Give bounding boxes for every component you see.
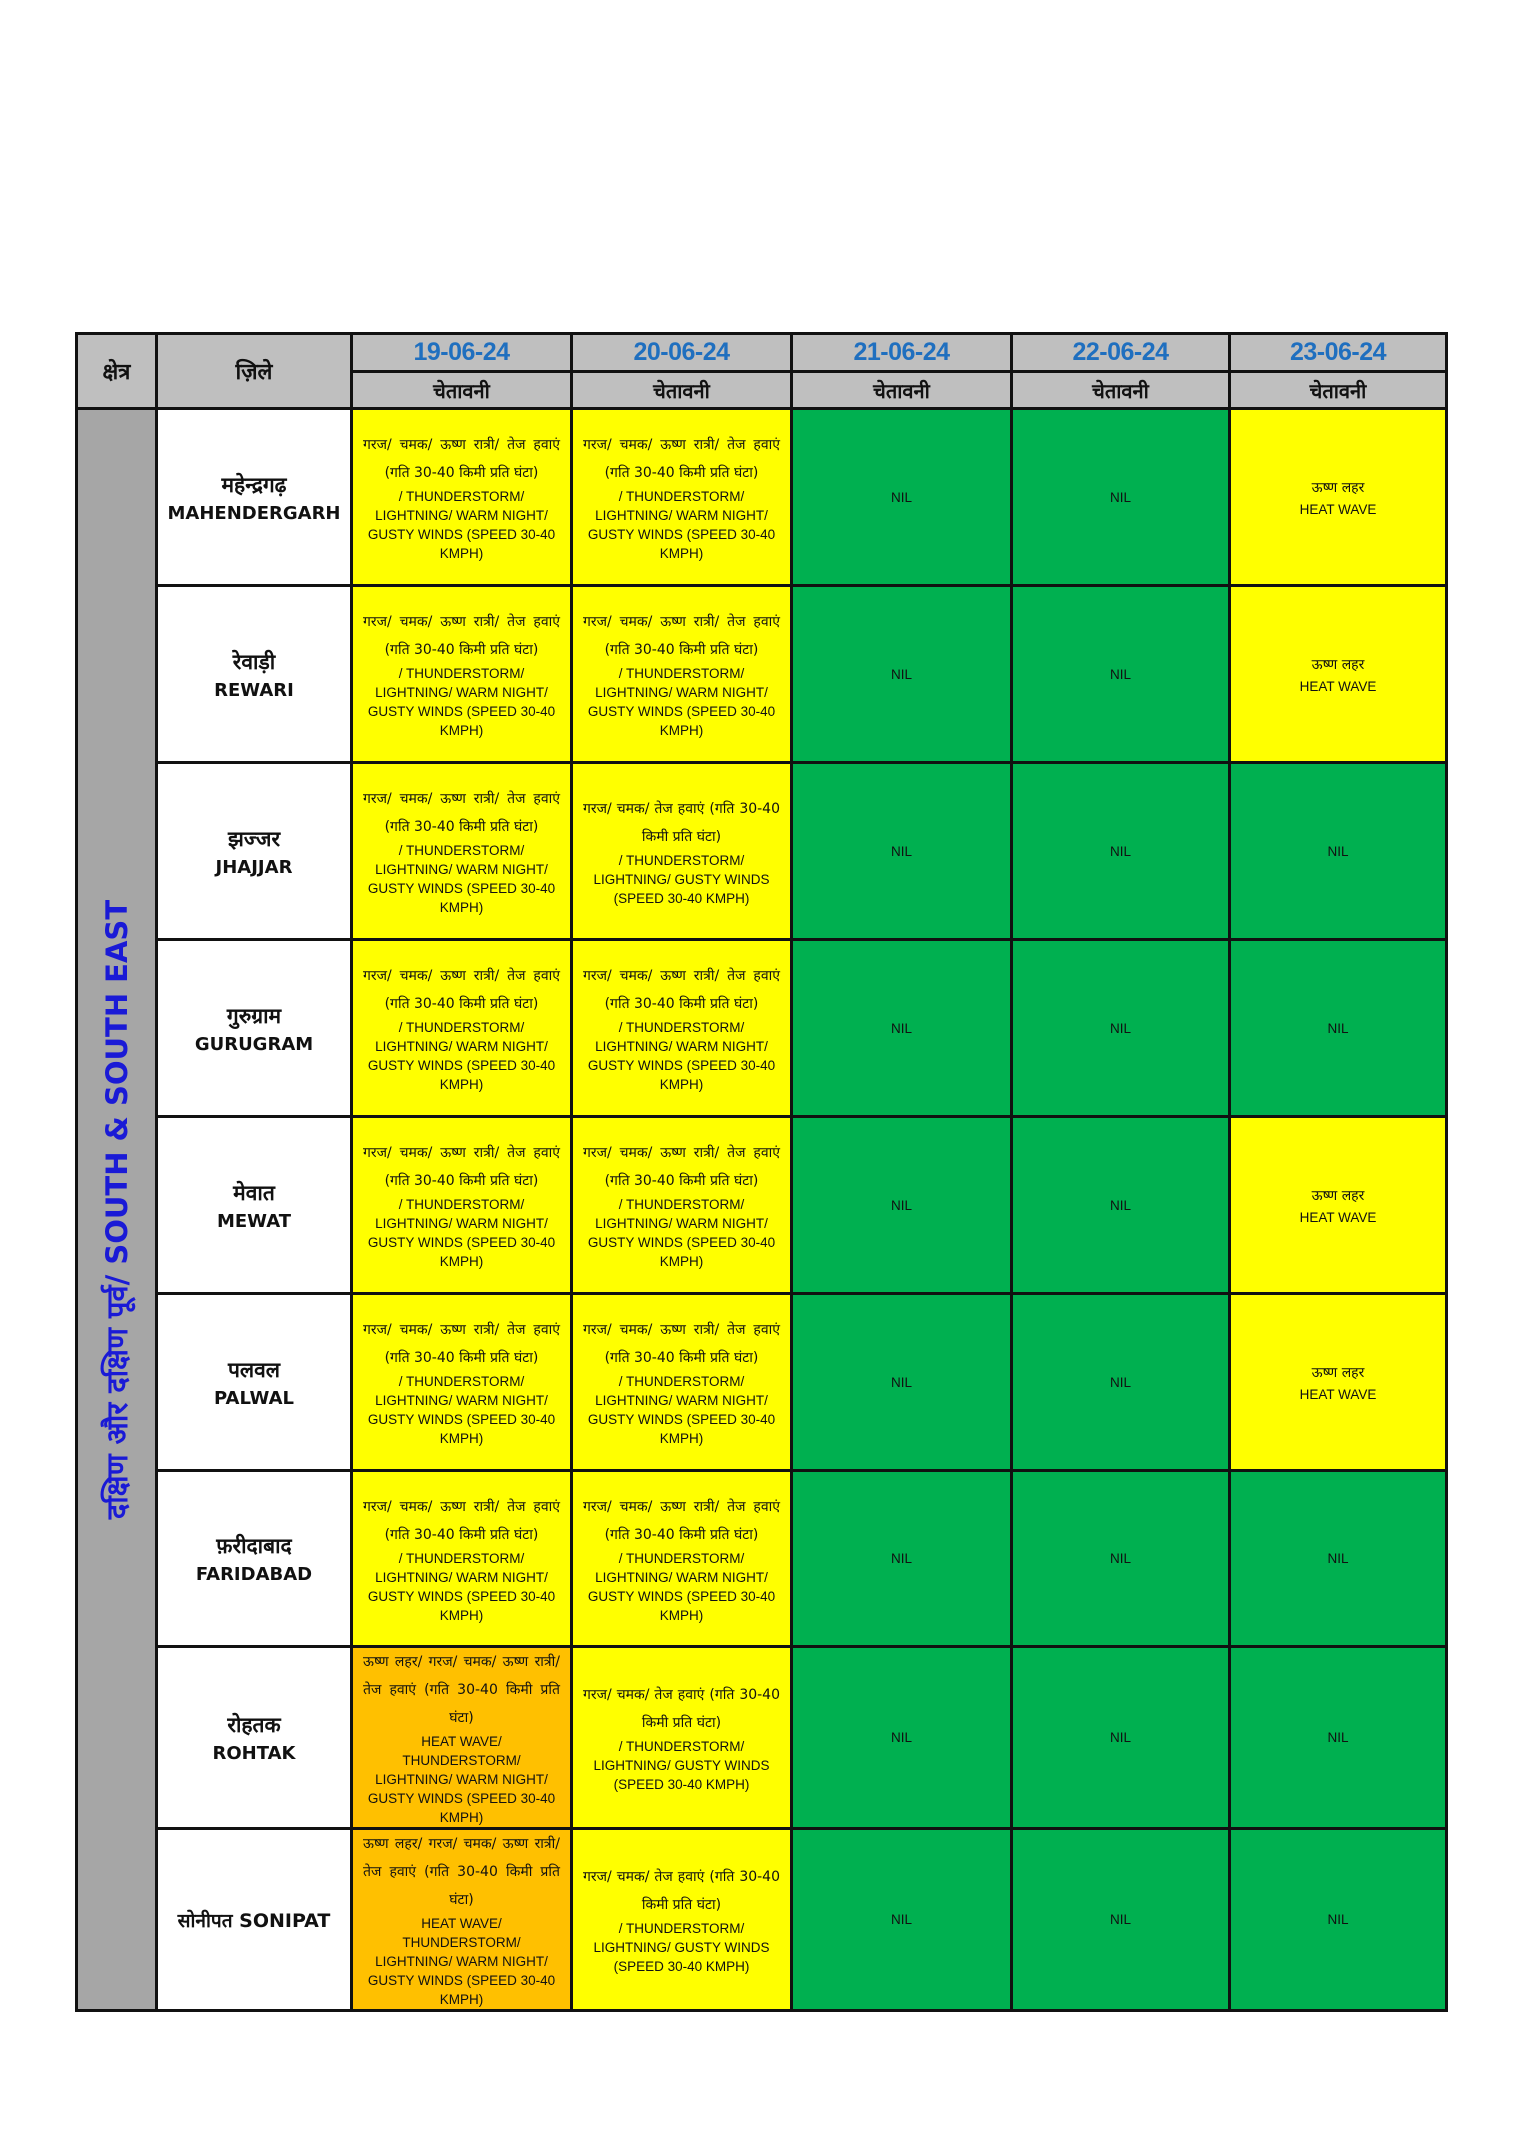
warning-text-english: / THUNDERSTORM/ LIGHTNING/ WARM NIGHT/ GUSTY WINDS (SPEED 30-40 KMPH) — [367, 843, 556, 915]
warning-cell-nil — [1012, 1117, 1230, 1294]
warning-cell — [572, 763, 792, 940]
district-name-english: MAHENDERGARH — [167, 502, 341, 524]
warning-text-english: / THUNDERSTORM/ LIGHTNING/ GUSTY WINDS (SPEED 30-40 KMPH) — [593, 1739, 770, 1792]
warning-text-english: HEAT WAVE/ THUNDERSTORM/ LIGHTNING/ WARM NIGHT/ GUSTY WINDS (SPEED 30-40 KMPH) — [367, 1734, 556, 1825]
table-row — [77, 409, 1447, 586]
warning-text-english: / THUNDERSTORM/ LIGHTNING/ WARM NIGHT/ GUSTY WINDS (SPEED 30-40 KMPH) — [587, 1020, 776, 1092]
nil-label: NIL — [890, 489, 912, 505]
warning-subheader: चेतावनी — [352, 372, 572, 409]
warning-cell-nil — [1230, 940, 1447, 1117]
warning-text-hindi: गरज/ चमक/ ऊष्ण रात्री/ तेज हवाएं (गति 30-40 किमी प्रति घंटा) — [363, 437, 560, 481]
warning-text-hindi: गरज/ चमक/ ऊष्ण रात्री/ तेज हवाएं (गति 30-40 किमी प्रति घंटा) — [363, 1145, 560, 1189]
warning-cell — [352, 409, 572, 586]
table-row — [77, 1471, 1447, 1647]
region-column-header: क्षेत्र — [77, 334, 157, 409]
nil-label: NIL — [1327, 1730, 1349, 1745]
district-name-hindi: झज्जर — [227, 826, 281, 851]
table-row — [77, 1647, 1447, 1829]
table-row — [77, 940, 1447, 1117]
nil-label: NIL — [1327, 1912, 1349, 1927]
warning-text-hindi: गरज/ चमक/ ऊष्ण रात्री/ तेज हवाएं (गति 30-40 किमी प्रति घंटा) — [583, 1145, 780, 1189]
warning-cell — [352, 763, 572, 940]
warning-text-hindi: गरज/ चमक/ ऊष्ण रात्री/ तेज हवाएं (गति 30-40 किमी प्रति घंटा) — [583, 437, 780, 481]
warning-cell-nil — [792, 940, 1012, 1117]
district-name-english: JHAJJAR — [215, 856, 293, 878]
table-row — [77, 1117, 1447, 1294]
warning-text-english: / THUNDERSTORM/ LIGHTNING/ WARM NIGHT/ GUSTY WINDS (SPEED 30-40 KMPH) — [367, 489, 556, 561]
nil-label: NIL — [1327, 1020, 1349, 1036]
warning-cell — [572, 940, 792, 1117]
warning-text-english: / THUNDERSTORM/ LIGHTNING/ GUSTY WINDS (SPEED 30-40 KMPH) — [593, 852, 770, 906]
warning-text-english: / THUNDERSTORM/ LIGHTNING/ WARM NIGHT/ GUSTY WINDS (SPEED 30-40 KMPH) — [367, 666, 556, 738]
nil-label: NIL — [1109, 1197, 1131, 1213]
warning-cell-nil — [792, 1117, 1012, 1294]
warning-cell — [352, 586, 572, 763]
warning-text-english: HEAT WAVE — [1299, 678, 1377, 694]
nil-label: NIL — [890, 1912, 912, 1927]
warning-text-hindi: ऊष्ण लहर — [1311, 479, 1365, 496]
date-header: 23-06-24 — [1230, 334, 1447, 372]
warning-cell-nil — [1230, 1647, 1447, 1829]
nil-label: NIL — [890, 666, 912, 682]
nil-label: NIL — [1109, 1020, 1131, 1036]
warning-text-english: / THUNDERSTORM/ LIGHTNING/ GUSTY WINDS (SPEED 30-40 KMPH) — [593, 1921, 770, 1974]
warning-cell — [352, 940, 572, 1117]
warning-cell — [572, 1294, 792, 1471]
warning-cell-nil — [792, 1647, 1012, 1829]
warning-cell-nil — [1012, 409, 1230, 586]
warning-text-english: / THUNDERSTORM/ LIGHTNING/ WARM NIGHT/ GUSTY WINDS (SPEED 30-40 KMPH) — [367, 1197, 556, 1269]
nil-label: NIL — [890, 843, 912, 859]
district-cell — [157, 1829, 352, 2011]
header-row-dates — [77, 334, 1447, 372]
warning-cell — [572, 1471, 792, 1647]
warning-text-hindi: गरज/ चमक/ ऊष्ण रात्री/ तेज हवाएं (गति 30-40 किमी प्रति घंटा) — [583, 614, 780, 658]
warning-text-hindi: गरज/ चमक/ ऊष्ण रात्री/ तेज हवाएं (गति 30-40 किमी प्रति घंटा) — [583, 968, 780, 1012]
nil-label: NIL — [890, 1020, 912, 1036]
date-header: 20-06-24 — [572, 334, 792, 372]
district-name-english: ROHTAK — [212, 1743, 296, 1764]
warning-text-english: HEAT WAVE — [1299, 1209, 1377, 1225]
warning-text-english: / THUNDERSTORM/ LIGHTNING/ WARM NIGHT/ GUSTY WINDS (SPEED 30-40 KMPH) — [587, 666, 776, 738]
warning-cell-nil — [1230, 763, 1447, 940]
warning-text-hindi: ऊष्ण लहर — [1311, 1187, 1365, 1204]
warning-subheader: चेतावनी — [572, 372, 792, 409]
warning-cell — [572, 1829, 792, 2011]
warning-cell-nil — [792, 409, 1012, 586]
warning-text-hindi: गरज/ चमक/ तेज हवाएं (गति 30-40 किमी प्रति घंटा) — [583, 800, 780, 845]
nil-label: NIL — [1109, 1730, 1131, 1745]
region-label-wrapper — [78, 899, 155, 1520]
warning-text-hindi: ऊष्ण लहर/ गरज/ चमक/ ऊष्ण रात्री/ तेज हवाएं (गति 30-40 किमी प्रति घंटा) — [363, 1654, 560, 1726]
district-name-hindi: फ़रीदाबाद — [216, 1534, 292, 1558]
warning-text-hindi: ऊष्ण लहर/ गरज/ चमक/ ऊष्ण रात्री/ तेज हवाएं (गति 30-40 किमी प्रति घंटा) — [363, 1836, 560, 1908]
warning-cell — [352, 1294, 572, 1471]
district-cell — [157, 763, 352, 940]
warning-text-english: / THUNDERSTORM/ LIGHTNING/ WARM NIGHT/ GUSTY WINDS (SPEED 30-40 KMPH) — [587, 1374, 776, 1446]
warning-text-english: / THUNDERSTORM/ LIGHTNING/ WARM NIGHT/ GUSTY WINDS (SPEED 30-40 KMPH) — [367, 1374, 556, 1446]
warning-cell-nil — [1012, 1647, 1230, 1829]
nil-label: NIL — [890, 1551, 912, 1566]
nil-label: NIL — [890, 1374, 912, 1390]
warning-text-hindi: गरज/ चमक/ ऊष्ण रात्री/ तेज हवाएं (गति 30-40 किमी प्रति घंटा) — [583, 1322, 780, 1366]
district-warning-table — [75, 332, 1448, 2012]
warning-cell — [352, 1117, 572, 1294]
warning-cell-nil — [1230, 1829, 1447, 2011]
nil-label: NIL — [1109, 666, 1131, 682]
district-name-hindi: पलवल — [227, 1357, 281, 1382]
district-name: सोनीपत SONIPAT — [177, 1909, 331, 1932]
warning-cell — [572, 409, 792, 586]
table-body — [77, 409, 1447, 2011]
warning-cell — [1230, 409, 1447, 586]
table-row — [77, 1294, 1447, 1471]
warning-text-hindi: गरज/ चमक/ ऊष्ण रात्री/ तेज हवाएं (गति 30-40 किमी प्रति घंटा) — [363, 968, 560, 1012]
warning-cell — [1230, 1294, 1447, 1471]
region-cell — [77, 409, 157, 2011]
district-name-english: MEWAT — [216, 1210, 292, 1232]
district-column-header: ज़िले — [157, 334, 352, 409]
warning-cell-nil — [1012, 1829, 1230, 2011]
nil-label: NIL — [1109, 1551, 1131, 1566]
warning-text-hindi: गरज/ चमक/ ऊष्ण रात्री/ तेज हवाएं (गति 30-40 किमी प्रति घंटा) — [363, 1322, 560, 1366]
warning-subheader: चेतावनी — [1230, 372, 1447, 409]
district-cell — [157, 1647, 352, 1829]
warning-cell-nil — [792, 1829, 1012, 2011]
district-name-english: PALWAL — [214, 1387, 294, 1409]
nil-label: NIL — [1327, 843, 1349, 859]
warning-text-hindi: गरज/ चमक/ तेज हवाएं (गति 30-40 किमी प्रति घंटा) — [583, 1687, 780, 1731]
warning-cell — [352, 1471, 572, 1647]
warning-cell — [1230, 1117, 1447, 1294]
warning-cell-nil — [792, 1294, 1012, 1471]
district-name-english: GURUGRAM — [194, 1033, 314, 1055]
warning-cell — [572, 1117, 792, 1294]
district-cell — [157, 1117, 352, 1294]
warning-cell-nil — [1012, 586, 1230, 763]
warning-cell-nil — [792, 586, 1012, 763]
warning-cell-nil — [1012, 1471, 1230, 1647]
nil-label: NIL — [1109, 1912, 1131, 1927]
district-name-hindi: रोहतक — [227, 1713, 281, 1737]
district-cell — [157, 1471, 352, 1647]
warning-text-hindi: गरज/ चमक/ ऊष्ण रात्री/ तेज हवाएं (गति 30-40 किमी प्रति घंटा) — [363, 1498, 560, 1543]
table-row — [77, 1829, 1447, 2011]
warning-cell — [352, 1829, 572, 2011]
warning-cell-nil — [1012, 940, 1230, 1117]
warning-text-hindi: गरज/ चमक/ तेज हवाएं (गति 30-40 किमी प्रति घंटा) — [583, 1869, 780, 1913]
warning-cell — [1230, 586, 1447, 763]
nil-label: NIL — [1109, 843, 1131, 859]
warning-text-hindi: गरज/ चमक/ ऊष्ण रात्री/ तेज हवाएं (गति 30-40 किमी प्रति घंटा) — [583, 1498, 780, 1543]
warning-cell-nil — [792, 763, 1012, 940]
warning-text-english: / THUNDERSTORM/ LIGHTNING/ WARM NIGHT/ GUSTY WINDS (SPEED 30-40 KMPH) — [367, 1550, 556, 1623]
date-header: 19-06-24 — [352, 334, 572, 372]
district-cell — [157, 940, 352, 1117]
warning-text-english: HEAT WAVE/ THUNDERSTORM/ LIGHTNING/ WARM NIGHT/ GUSTY WINDS (SPEED 30-40 KMPH) — [367, 1916, 556, 2007]
district-name-hindi: महेन्द्रगढ़ — [221, 472, 287, 497]
warning-cell-nil — [792, 1471, 1012, 1647]
region-label: दक्षिण और दक्षिण पूर्व/ SOUTH & SOUTH EAST — [100, 899, 135, 1520]
warning-text-english: / THUNDERSTORM/ LIGHTNING/ WARM NIGHT/ GUSTY WINDS (SPEED 30-40 KMPH) — [367, 1020, 556, 1092]
warning-cell-nil — [1230, 1471, 1447, 1647]
district-name-hindi: मेवात — [233, 1180, 275, 1205]
warning-text-english: / THUNDERSTORM/ LIGHTNING/ WARM NIGHT/ GUSTY WINDS (SPEED 30-40 KMPH) — [587, 1550, 776, 1623]
district-name-english: FARIDABAD — [195, 1564, 313, 1585]
warning-cell — [572, 1647, 792, 1829]
nil-label: NIL — [890, 1197, 912, 1213]
district-cell — [157, 586, 352, 763]
warning-text-hindi: ऊष्ण लहर — [1311, 1364, 1365, 1381]
table-row — [77, 763, 1447, 940]
warning-text-english: HEAT WAVE — [1299, 1386, 1377, 1402]
nil-label: NIL — [1109, 1374, 1131, 1390]
district-cell — [157, 409, 352, 586]
warning-cell — [352, 1647, 572, 1829]
warning-text-english: / THUNDERSTORM/ LIGHTNING/ WARM NIGHT/ GUSTY WINDS (SPEED 30-40 KMPH) — [587, 1197, 776, 1269]
date-header: 21-06-24 — [792, 334, 1012, 372]
district-name-hindi: गुरुग्राम — [226, 1003, 282, 1028]
table-row — [77, 586, 1447, 763]
warning-subheader: चेतावनी — [1012, 372, 1230, 409]
district-name-english: REWARI — [214, 679, 294, 701]
nil-label: NIL — [1327, 1551, 1349, 1566]
warning-cell — [572, 586, 792, 763]
nil-label: NIL — [890, 1730, 912, 1745]
nil-label: NIL — [1109, 489, 1131, 505]
warning-text-hindi: ऊष्ण लहर — [1311, 656, 1365, 673]
district-name-hindi: रेवाड़ी — [232, 649, 276, 674]
warning-text-english: / THUNDERSTORM/ LIGHTNING/ WARM NIGHT/ GUSTY WINDS (SPEED 30-40 KMPH) — [587, 489, 776, 561]
warning-cell-nil — [1012, 763, 1230, 940]
warning-text-english: HEAT WAVE — [1299, 501, 1377, 517]
warning-text-hindi: गरज/ चमक/ ऊष्ण रात्री/ तेज हवाएं (गति 30-40 किमी प्रति घंटा) — [363, 791, 560, 835]
warning-text-hindi: गरज/ चमक/ ऊष्ण रात्री/ तेज हवाएं (गति 30-40 किमी प्रति घंटा) — [363, 614, 560, 658]
warning-cell-nil — [1012, 1294, 1230, 1471]
warning-subheader: चेतावनी — [792, 372, 1012, 409]
district-cell — [157, 1294, 352, 1471]
date-header: 22-06-24 — [1012, 334, 1230, 372]
